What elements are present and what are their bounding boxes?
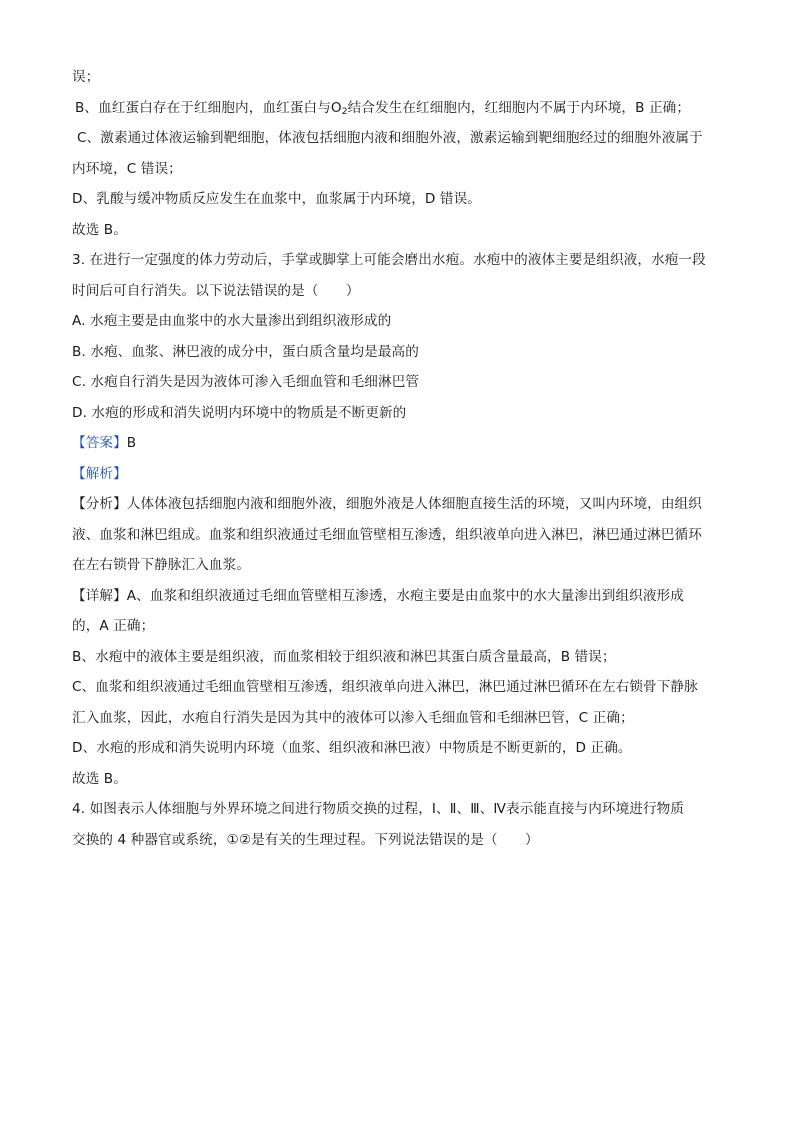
text-line: D、乳酸与缓冲物质反应发生在血浆中，血浆属于内环境，D 错误。 [72,191,481,207]
text-segment: A、血浆和组织液通过毛细血管壁相互渗透，水疱主要是由血浆中的水大量渗出到组织液形成 [126,587,684,604]
question-3-stem: 3. 在进行一定强度的体力劳动后，手掌或脚掌上可能会磨出水疱。水疱中的液体主要是组织液，水疱一段 [72,252,706,268]
option-d: D. 水疱的形成和消失说明内环境中的物质是不断更新的 [72,404,407,421]
text-line: C、血浆和组织液通过毛细血管壁相互渗透，组织液单向进入淋巴，淋巴通过淋巴循环在左右锁骨下静脉 [72,679,698,695]
answer-tag: 【答案】 [72,435,127,451]
text-line [72,489,722,520]
text-line: D、水疱的形成和消失说明内环境（血浆、组织液和淋巴液）中物质是不断更新的，D 正确。 [72,740,632,756]
question-4-stem: 交换的 4 种器官或系统，①②是有关的生理过程。下列说法错误的是（ ） [72,831,539,848]
question-4-stem: 4. 如图表示人体细胞与外界环境之间进行物质交换的过程，Ⅰ、Ⅱ、Ⅲ、Ⅳ表示能直接与内环境进行物质 [72,801,685,817]
text-segment: 人体体液包括细胞内液和细胞外液，细胞外液是人体细胞直接生活的环境，又叫内环境，由组织 [126,496,702,512]
chemical-formula: $O_2$ [330,99,348,117]
option-a: A. 水疱主要是由血浆中的水大量渗出到组织液形成的 [72,313,392,329]
text-line: 误； [72,69,100,85]
text-line [72,581,722,612]
text-line: C、激素通过体液运输到靶细胞，体液包括细胞内液和细胞外液，激素运输到靶细胞经过的细胞外液属于 [77,130,703,146]
text-line: B、水疱中的液体主要是组织液，而血浆相较于组织液和淋巴其蛋白质含量最高，B 错误； [72,648,616,665]
text-line: 故选 B。 [72,221,127,238]
document-body [72,62,722,855]
text-line: 液、血浆和淋巴组成。血浆和组织液通过毛细血管壁相互渗透，组织液单向进入淋巴，淋巴通过淋巴循环 [72,526,702,543]
xiangjie-tag: 【详解】 [72,587,127,604]
option-b: B. 水疱、血浆、淋巴液的成分中，蛋白质含量均是最高的 [72,343,419,360]
question-3-stem: 时间后可自行消失。以下说法错误的是（ ） [72,282,360,299]
fenxi-tag: 【分析】 [72,496,127,512]
analysis-tag: 【解析】 [72,465,127,482]
text-segment: B、血红蛋白存在于红细胞内，血红蛋白与 [75,99,331,116]
option-c: C. 水疱自行消失是因为液体可渗入毛细血管和毛细淋巴管 [72,374,420,390]
text-line: 的，A 正确； [72,618,155,634]
text-line: 汇入血浆，因此，水疱自行消失是因为其中的液体可以渗入毛细血管和毛细淋巴管，C 正确； [72,709,634,726]
analysis-line [72,459,722,490]
answer-line [72,428,722,459]
text-line: 在左右锁骨下静脉汇入血浆。 [72,557,251,573]
text-segment: 结合发生在红细胞内，红细胞内不属于内环境，B 正确； [347,99,691,116]
answer-value: B [126,435,137,451]
text-line: 故选 B。 [72,770,127,787]
text-line [72,93,722,124]
text-line: 内环境，C 错误； [72,160,182,177]
